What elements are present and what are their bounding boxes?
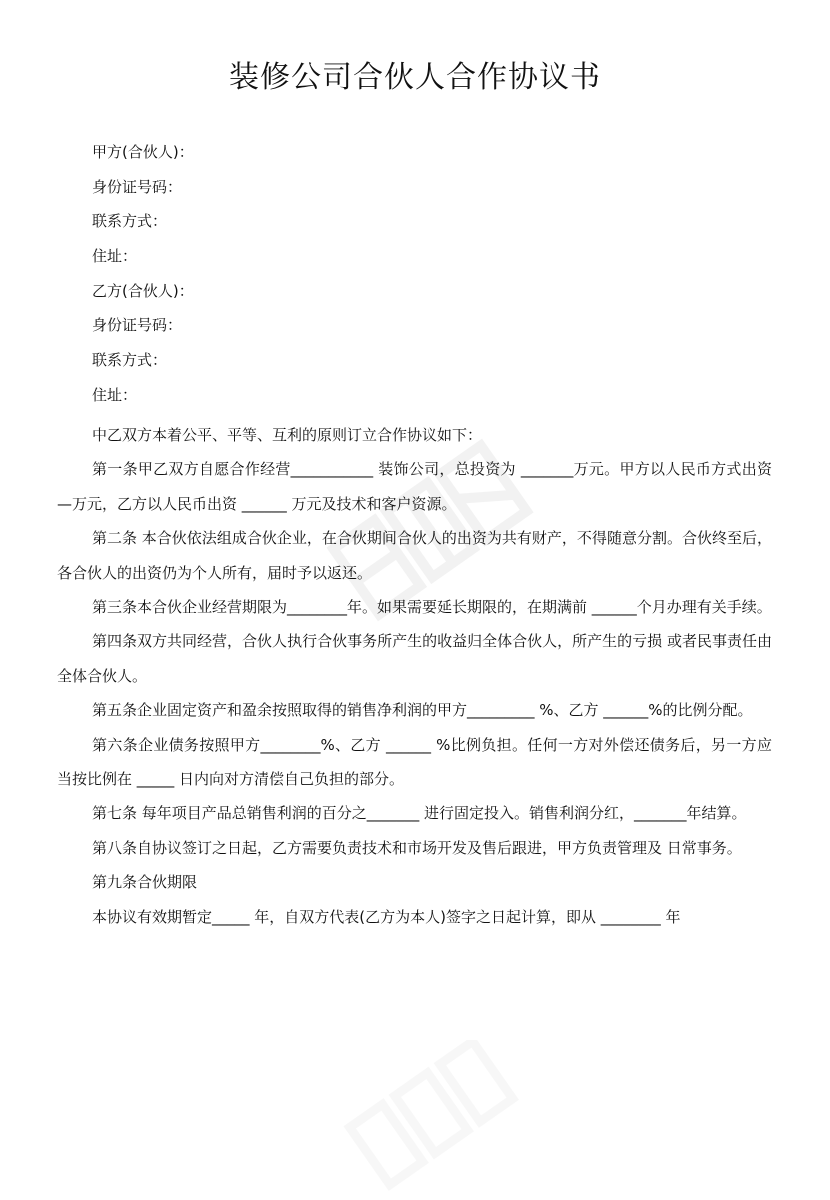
party-b-label: 乙方(合伙人)： <box>92 281 194 300</box>
party-b-address-label: 住址： <box>92 385 138 404</box>
party-a-address-label: 住址： <box>92 247 138 266</box>
party-b-id-label: 身份证号码： <box>92 316 183 335</box>
article-2-paragraph: 第二条 本合伙依法组成合伙企业，在合伙期间合伙人的出资为共有财产，不得随意分割。合伙终至后，各合伙人的出资仍为个人所有，届时予以返还。 <box>57 529 772 582</box>
article-5-paragraph: 第五条企业固定资产和盈余按照取得的销售净利润的甲方_________ %、乙方 ______%的比例分配。 <box>92 701 753 720</box>
article-6-paragraph: 第六条企业债务按照甲方________%、乙方 ______ %比例负担。任何一方对外偿还债务后，另一方应当按比例在 _____ 日内向对方清偿自己负担的部分。 <box>57 735 772 789</box>
party-a-label: 甲方(合伙人)： <box>92 143 194 161</box>
article-9-heading: 第九条合伙期限 <box>92 873 198 892</box>
document-title: 装修公司合伙人合作协议书 <box>229 60 601 95</box>
article-7-paragraph: 第七条 每年项目产品总销售利润的百分之_______ 进行固定投入。销售利润分红，_______年结算。 <box>92 804 747 823</box>
watermark-fragment-icon <box>330 1040 530 1200</box>
party-a-contact-label: 联系方式： <box>92 212 168 231</box>
article-9-paragraph: 本协议有效期暂定_____ 年，自双方代表(乙方为本人)签字之日起计算，即从 ________ 年 <box>92 907 681 926</box>
article-3-paragraph: 第三条本合伙企业经营期限为________年。如果需要延长期限的，在期满前 ______个月办理有关手续。 <box>92 598 772 617</box>
article-8-paragraph: 第八条自协议签订之日起，乙方需要负责技术和市场开发及售后跟进，甲方负责管理及 日常事务。 <box>92 838 742 857</box>
agreement-body <box>57 418 772 934</box>
party-b-contact-label: 联系方式： <box>92 351 168 370</box>
preamble-paragraph: 中乙双方本着公平、平等、互利的原则订立合作协议如下： <box>92 426 483 444</box>
article-1-paragraph: 第一条甲乙双方自愿合作经营___________ 装饰公司，总投资为 _______万元。甲方以人民币方式出资—万元，乙方以人民币出资 ______ 万元及技术和客户资源。 <box>57 460 772 513</box>
party-info-block <box>92 140 194 418</box>
article-4-paragraph: 第四条双方共同经营，合伙人执行合伙事务所产生的收益归全体合伙人，所产生的亏损 或者民事责任由全体合伙人。 <box>57 632 772 685</box>
party-a-id-label: 身份证号码： <box>92 177 183 196</box>
